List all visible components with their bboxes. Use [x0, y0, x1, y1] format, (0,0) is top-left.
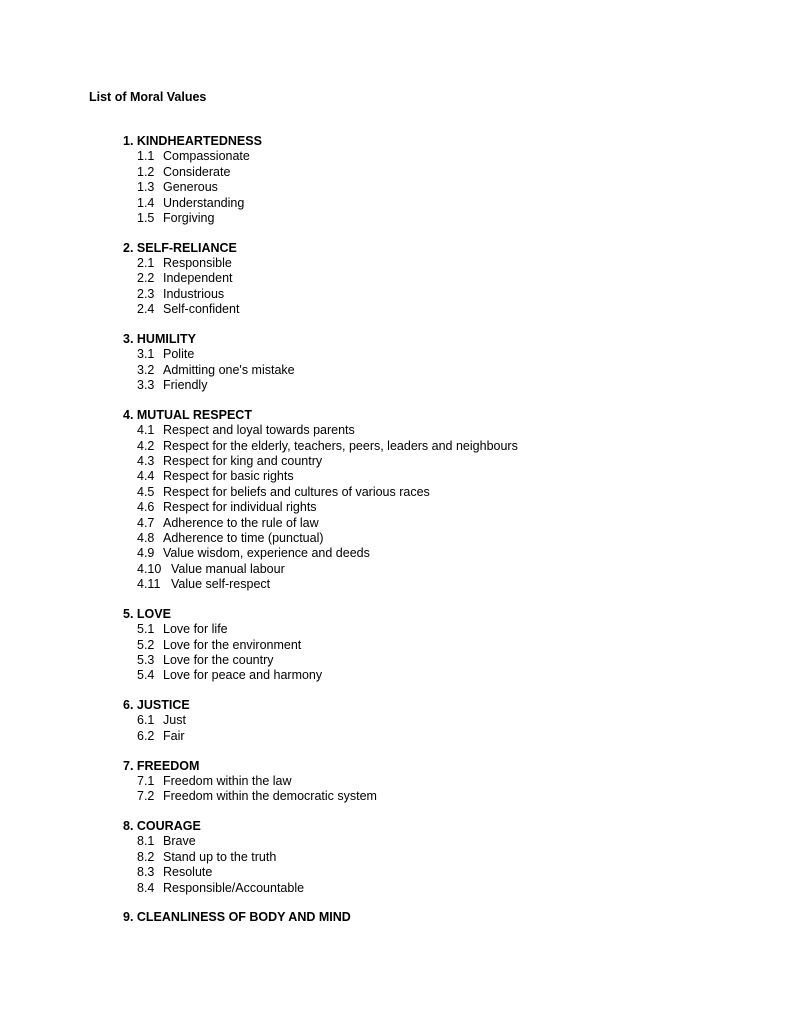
sub-item-number: 1.2 [137, 164, 155, 179]
sub-item-number: 7.2 [137, 789, 155, 804]
sub-item-label: Love for life [163, 622, 228, 637]
sub-item [123, 653, 763, 668]
sub-item-label: Love for peace and harmony [163, 668, 323, 683]
sub-item [123, 834, 763, 849]
value-section [123, 332, 763, 394]
sub-item-label: Love for the environment [163, 637, 302, 652]
sub-item [123, 347, 763, 362]
value-section [123, 408, 763, 593]
sub-item-label: Responsible/Accountable [163, 880, 305, 895]
sub-item-number: 4.8 [137, 530, 155, 545]
sub-item-number: 1.4 [137, 195, 155, 210]
sub-item-label: Brave [163, 834, 196, 849]
sub-item-label: Responsible [163, 256, 232, 271]
sub-item-label: Stand up to the truth [163, 849, 277, 864]
sub-item-label: Just [163, 713, 186, 728]
sub-item-number: 3.2 [137, 362, 155, 377]
sub-item-label: Freedom within the democratic system [163, 789, 377, 804]
sub-item [123, 729, 763, 744]
sub-item-label: Admitting one's mistake [163, 362, 295, 377]
value-section [123, 134, 763, 226]
section-heading: 7. FREEDOM [123, 758, 200, 773]
sub-item-number: 1.1 [137, 149, 155, 164]
sub-item-number: 2.2 [137, 271, 155, 286]
sub-item-number: 3.3 [137, 378, 155, 393]
section-heading: 4. MUTUAL RESPECT [123, 407, 252, 422]
sub-item [123, 865, 763, 880]
sub-item-label: Fair [163, 728, 185, 743]
sub-item [123, 271, 763, 286]
sub-item-label: Friendly [163, 378, 208, 393]
sub-item-number: 6.1 [137, 713, 155, 728]
sub-item-label: Adherence to time (punctual) [163, 530, 324, 545]
sub-item [123, 165, 763, 180]
sub-item-label: Love for the country [163, 652, 274, 667]
sub-item-label: Compassionate [163, 149, 250, 164]
sub-item-number: 4.11 [137, 577, 161, 592]
sub-item [123, 850, 763, 865]
sub-item-label: Polite [163, 347, 195, 362]
sub-item-number: 5.3 [137, 652, 155, 667]
sub-item-label: Respect for basic rights [163, 469, 294, 484]
sub-item [123, 211, 763, 226]
sub-item-number: 8.4 [137, 880, 155, 895]
sub-item-label: Considerate [163, 164, 231, 179]
sub-item-number: 5.1 [137, 622, 155, 637]
sub-item-number: 4.9 [137, 546, 155, 561]
sub-item-number: 4.3 [137, 453, 155, 468]
sub-item-number: 4.6 [137, 500, 155, 515]
sub-item [123, 531, 763, 546]
sub-item-number: 6.2 [137, 728, 155, 743]
sub-item [123, 668, 763, 683]
section-heading: 6. JUSTICE [123, 698, 190, 713]
document-title: List of Moral Values [89, 90, 207, 104]
sub-item-number: 1.3 [137, 180, 155, 195]
sub-item [123, 423, 763, 438]
sub-item-number: 5.2 [137, 637, 155, 652]
sub-item [123, 302, 763, 317]
section-heading: 1. KINDHEARTEDNESS [123, 134, 262, 148]
sub-item [123, 469, 763, 484]
sub-item [123, 713, 763, 728]
sub-item-label: Respect for king and country [163, 453, 323, 468]
sub-item-label: Respect for beliefs and cultures of various races [163, 484, 430, 499]
sub-item-number: 4.10 [137, 561, 162, 576]
sub-item-label: Understanding [163, 195, 245, 210]
sub-item-label: Respect for the elderly, teachers, peers, leaders and neighbours [163, 438, 518, 453]
sub-item-label: Value wisdom, experience and deeds [163, 546, 370, 561]
sub-item-label: Value manual labour [171, 561, 285, 576]
sub-item-number: 5.4 [137, 668, 155, 683]
sub-item-label: Industrious [163, 286, 225, 301]
sub-item-number: 2.3 [137, 286, 155, 301]
sub-item-number: 4.7 [137, 515, 155, 530]
sub-item [123, 638, 763, 653]
value-section [123, 241, 763, 318]
sub-item [123, 789, 763, 804]
sub-item [123, 577, 763, 592]
sub-item [123, 485, 763, 500]
section-heading: 9. CLEANLINESS OF BODY AND MIND [123, 910, 351, 925]
section-heading: 3. HUMILITY [123, 331, 196, 346]
sub-item-number: 8.3 [137, 865, 155, 880]
sub-item [123, 500, 763, 515]
sub-item-number: 2.1 [137, 256, 155, 271]
sub-item [123, 378, 763, 393]
sub-item-number: 4.4 [137, 469, 155, 484]
sub-item-number: 4.5 [137, 484, 155, 499]
sub-item [123, 516, 763, 531]
value-section [123, 910, 763, 925]
sub-item [123, 439, 763, 454]
sub-item-label: Respect for individual rights [163, 500, 317, 515]
sub-item [123, 256, 763, 271]
sub-item-number: 7.1 [137, 773, 155, 788]
section-heading: 8. COURAGE [123, 819, 201, 834]
sub-item-label: Generous [163, 180, 218, 195]
sub-item-label: Adherence to the rule of law [163, 515, 319, 530]
sub-item-label: Value self-respect [171, 577, 271, 592]
sub-item [123, 149, 763, 164]
section-heading: 2. SELF-RELIANCE [123, 240, 237, 255]
sub-item [123, 562, 763, 577]
sub-item [123, 454, 763, 469]
sub-item [123, 196, 763, 211]
sub-item-number: 4.1 [137, 423, 155, 438]
sub-item-number: 4.2 [137, 438, 155, 453]
sub-item [123, 774, 763, 789]
section-heading: 5. LOVE [123, 606, 171, 621]
sub-item [123, 622, 763, 637]
sub-item-label: Self-confident [163, 302, 240, 317]
value-section [123, 698, 763, 744]
moral-values-list [123, 134, 763, 940]
sub-item [123, 546, 763, 561]
sub-item-label: Independent [163, 271, 233, 286]
sub-item [123, 363, 763, 378]
sub-item-number: 2.4 [137, 302, 155, 317]
sub-item-number: 3.1 [137, 347, 155, 362]
value-section [123, 759, 763, 805]
sub-item-label: Resolute [163, 865, 213, 880]
sub-item [123, 881, 763, 896]
sub-item-label: Forgiving [163, 210, 215, 225]
sub-item-number: 8.2 [137, 849, 155, 864]
value-section [123, 819, 763, 896]
sub-item [123, 287, 763, 302]
sub-item-label: Freedom within the law [163, 773, 292, 788]
sub-item-number: 8.1 [137, 834, 155, 849]
value-section [123, 607, 763, 684]
sub-item [123, 180, 763, 195]
sub-item-label: Respect and loyal towards parents [163, 423, 355, 438]
sub-item-number: 1.5 [137, 210, 155, 225]
